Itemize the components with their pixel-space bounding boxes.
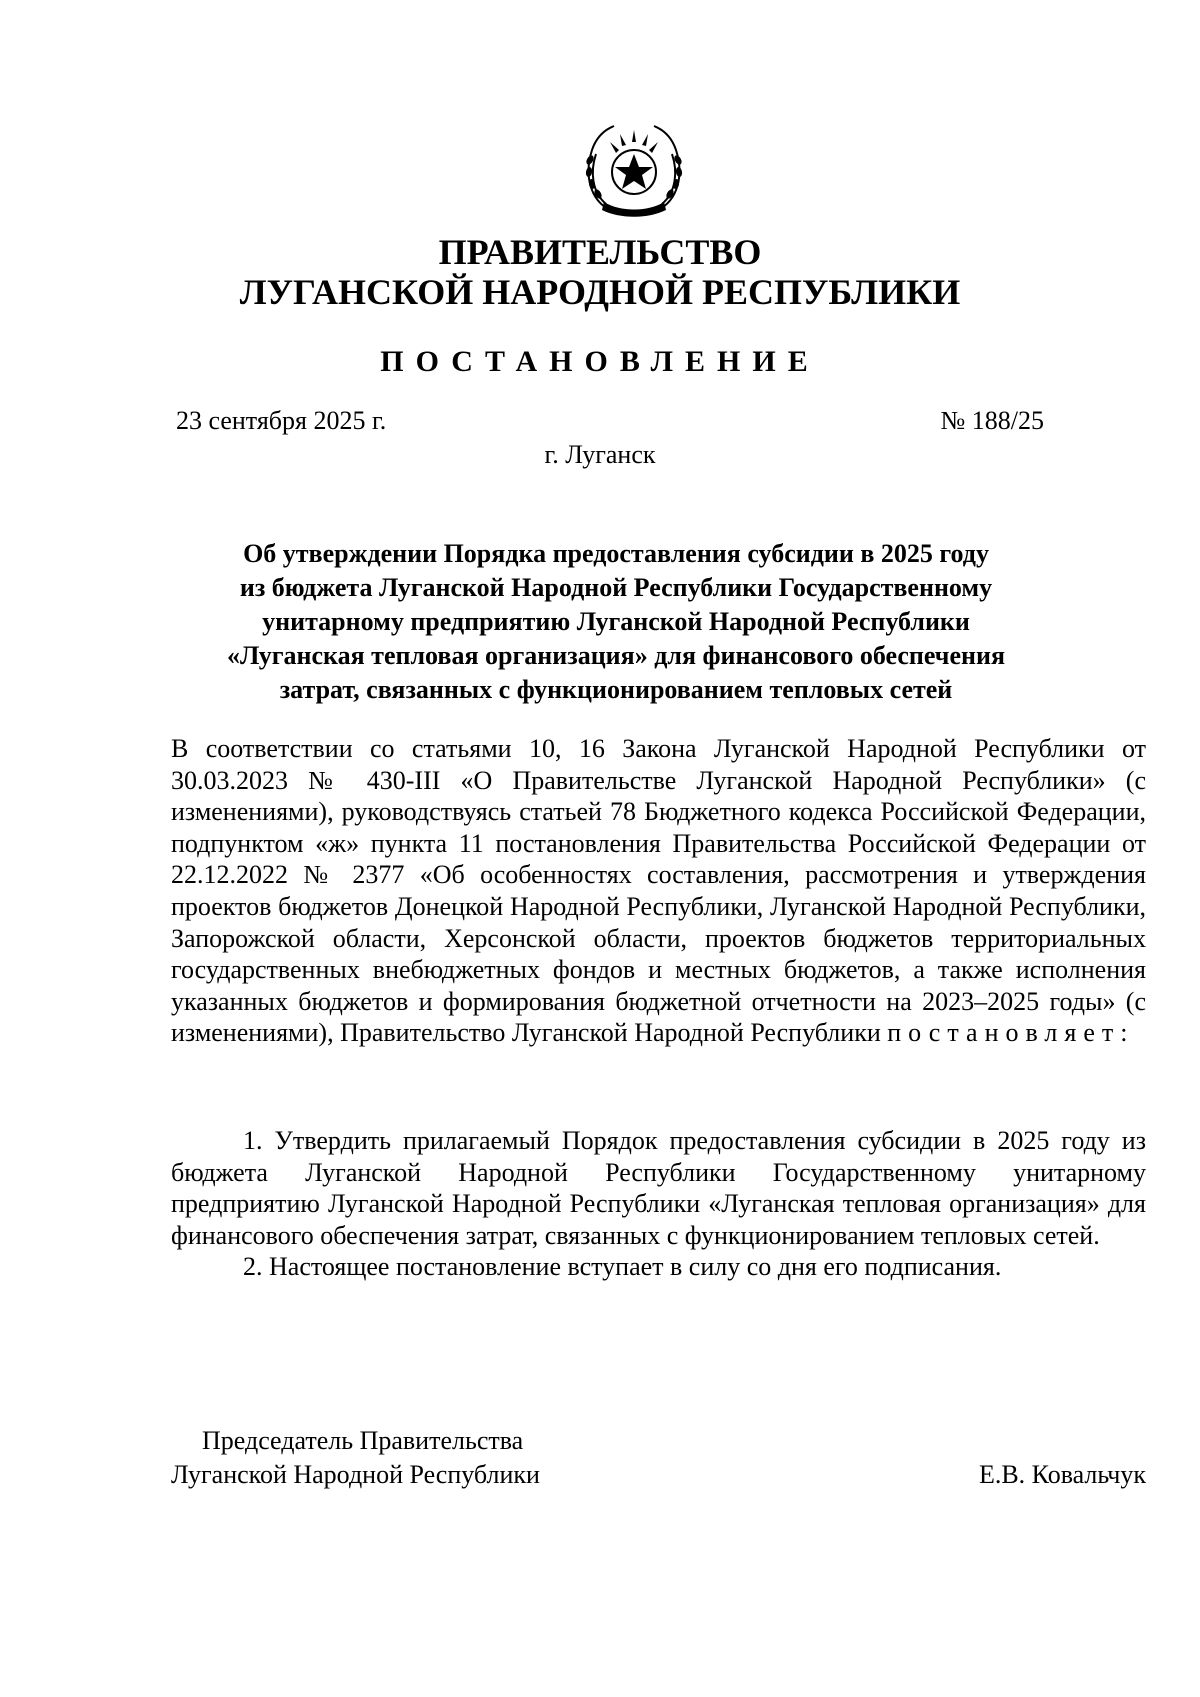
- document-kind: ПОСТАНОВЛЕНИЕ: [380, 345, 820, 378]
- subject-line: затрат, связанных с функционированием тепловых сетей: [279, 675, 953, 704]
- subject-line: из бюджета Луганской Народной Республики Государственному: [239, 573, 993, 602]
- signatory-title-line1: Председатель Правительства: [202, 1426, 524, 1455]
- preamble-text: В соответствии со статьями 10, 16 Закона Луганской Народной Республики от 30.03.2023 № 430-III «О Правительстве Луганской Народной Республики» (с изменениями), руководствуясь статьей 78 Бюджетного кодекса Российской Федерации, подпунктом «ж» пункта 11 постановления Правительства Российской Федерации от 22.12.2022 № 2377 «Об особенностях составления, рассмотрения и утверждения проектов бюджетов Донецкой Народной Республики, Луганской Народной Республики, Запорожской области, Херсонской области, проектов бюджетов территориальных государственных внебюджетных фондов и местных бюджетов, а также исполнения указанных бюджетов и формирования бюджетной отчетности на 2023–2025 годы» (с изменениями), Правительство Луганской Народной Республики: [171, 734, 1146, 1048]
- document-subject: [176, 537, 1056, 707]
- preamble-paragraph: [171, 733, 1146, 1049]
- coat-of-arms-icon: [570, 120, 698, 220]
- decree-item-1: 1. Утвердить прилагаемый Порядок предоставления субсидии в 2025 году из бюджета Луганской Народной Республики Государственному унитарному предприятию Луганской Народной Республики «Луганская тепловая организация» для финансового обеспечения затрат, связанных с функционированием тепловых сетей.: [171, 1126, 1146, 1250]
- signatory-title-line2: Луганской Народной Республики: [171, 1460, 540, 1489]
- org-name-line2: ЛУГАНСКОЙ НАРОДНОЙ РЕСПУБЛИКИ: [239, 272, 961, 312]
- document-number: № 188/25: [940, 406, 1044, 435]
- document-date: 23 сентября 2025 г.: [176, 406, 387, 435]
- subject-line: «Луганская тепловая организация» для финансового обеспечения: [226, 641, 1006, 670]
- subject-line: унитарному предприятию Луганской Народной Республики: [262, 607, 970, 636]
- org-name-line1: ПРАВИТЕЛЬСТВО: [438, 232, 762, 272]
- document-city: г. Луганск: [544, 440, 656, 469]
- decree-word: постановляет:: [887, 1018, 1135, 1048]
- subject-line: Об утверждении Порядка предоставления субсидии в 2025 году: [243, 539, 989, 568]
- signatory-name: Е.В. Ковальчук: [978, 1460, 1146, 1489]
- decree-items: [171, 1125, 1146, 1283]
- decree-item-2: 2. Настоящее постановление вступает в силу со дня его подписания.: [243, 1252, 1002, 1282]
